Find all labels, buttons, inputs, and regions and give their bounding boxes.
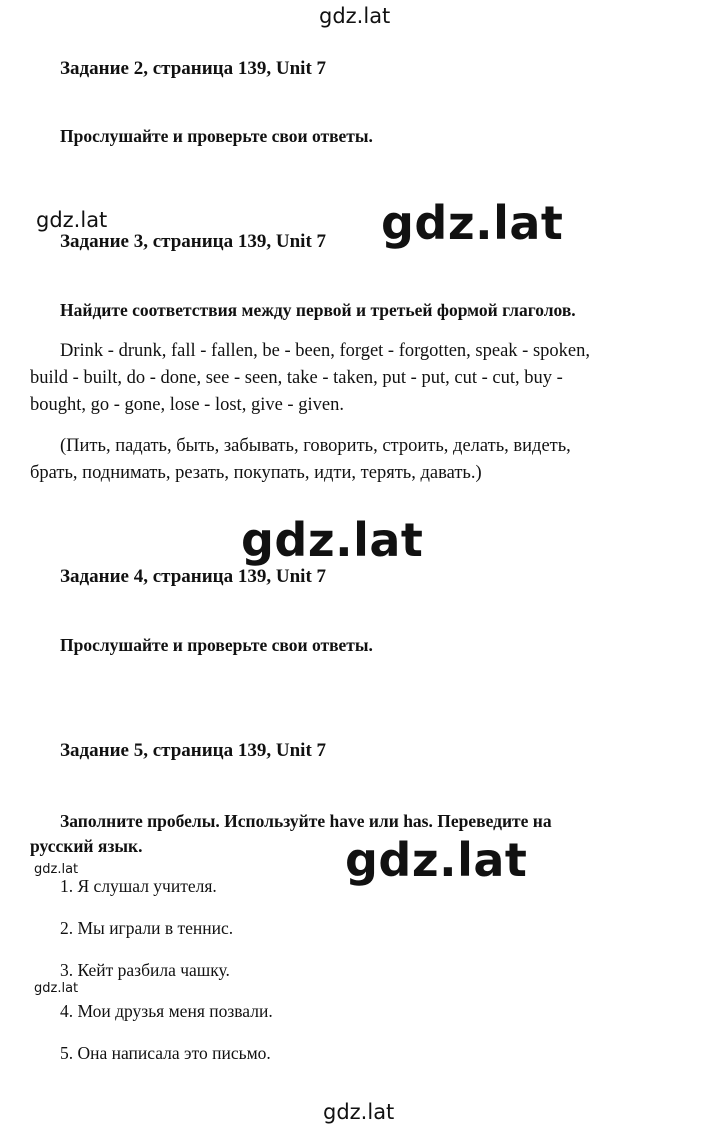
task5-instruction-line: Заполните пробелы. Используйте have или has. Переведите на	[60, 811, 552, 831]
watermark-tiny: gdz.lat	[34, 981, 79, 996]
watermark-left: gdz.lat	[36, 208, 108, 232]
task3-answer-line: Drink - drunk, fall - fallen, be - been, forget - forgotten, speak - spoken,	[60, 341, 590, 361]
task3-translation-line: (Пить, падать, быть, забывать, говорить, строить, делать, видеть,	[60, 436, 571, 456]
watermark-big: gdz.lat	[381, 196, 564, 250]
task5-item: 2. Мы играли в теннис.	[60, 918, 234, 938]
watermark-tiny: gdz.lat	[34, 862, 79, 877]
task4-instruction: Прослушайте и проверьте свои ответы.	[60, 635, 373, 655]
task3-answer-line: build - built, do - done, see - seen, take - taken, put - put, cut - cut, buy -	[30, 368, 563, 388]
watermark-top: gdz.lat	[319, 4, 391, 28]
task3-instruction: Найдите соответствия между первой и третьей формой глаголов.	[60, 300, 576, 320]
task2-instruction: Прослушайте и проверьте свои ответы.	[60, 126, 373, 146]
task5-item: 1. Я слушал учителя.	[60, 876, 217, 896]
watermark-bottom: gdz.lat	[323, 1100, 395, 1124]
task3-translation-line: брать, поднимать, резать, покупать, идти, терять, давать.)	[30, 463, 482, 483]
task3-answer-line: bought, go - gone, lose - lost, give - given.	[30, 395, 344, 415]
watermark-big: gdz.lat	[241, 513, 424, 567]
task5-item: 5. Она написала это письмо.	[60, 1043, 271, 1063]
task4-heading: Задание 4, страница 139, Unit 7	[60, 566, 327, 587]
task3-heading: Задание 3, страница 139, Unit 7	[60, 231, 327, 252]
task5-item: 4. Мои друзья меня позвали.	[60, 1001, 273, 1021]
task5-instruction-line: русский язык.	[30, 836, 143, 856]
watermark-big: gdz.lat	[345, 833, 528, 887]
task5-heading: Задание 5, страница 139, Unit 7	[60, 740, 327, 761]
task5-item: 3. Кейт разбила чашку.	[60, 960, 230, 980]
task2-heading: Задание 2, страница 139, Unit 7	[60, 58, 327, 79]
